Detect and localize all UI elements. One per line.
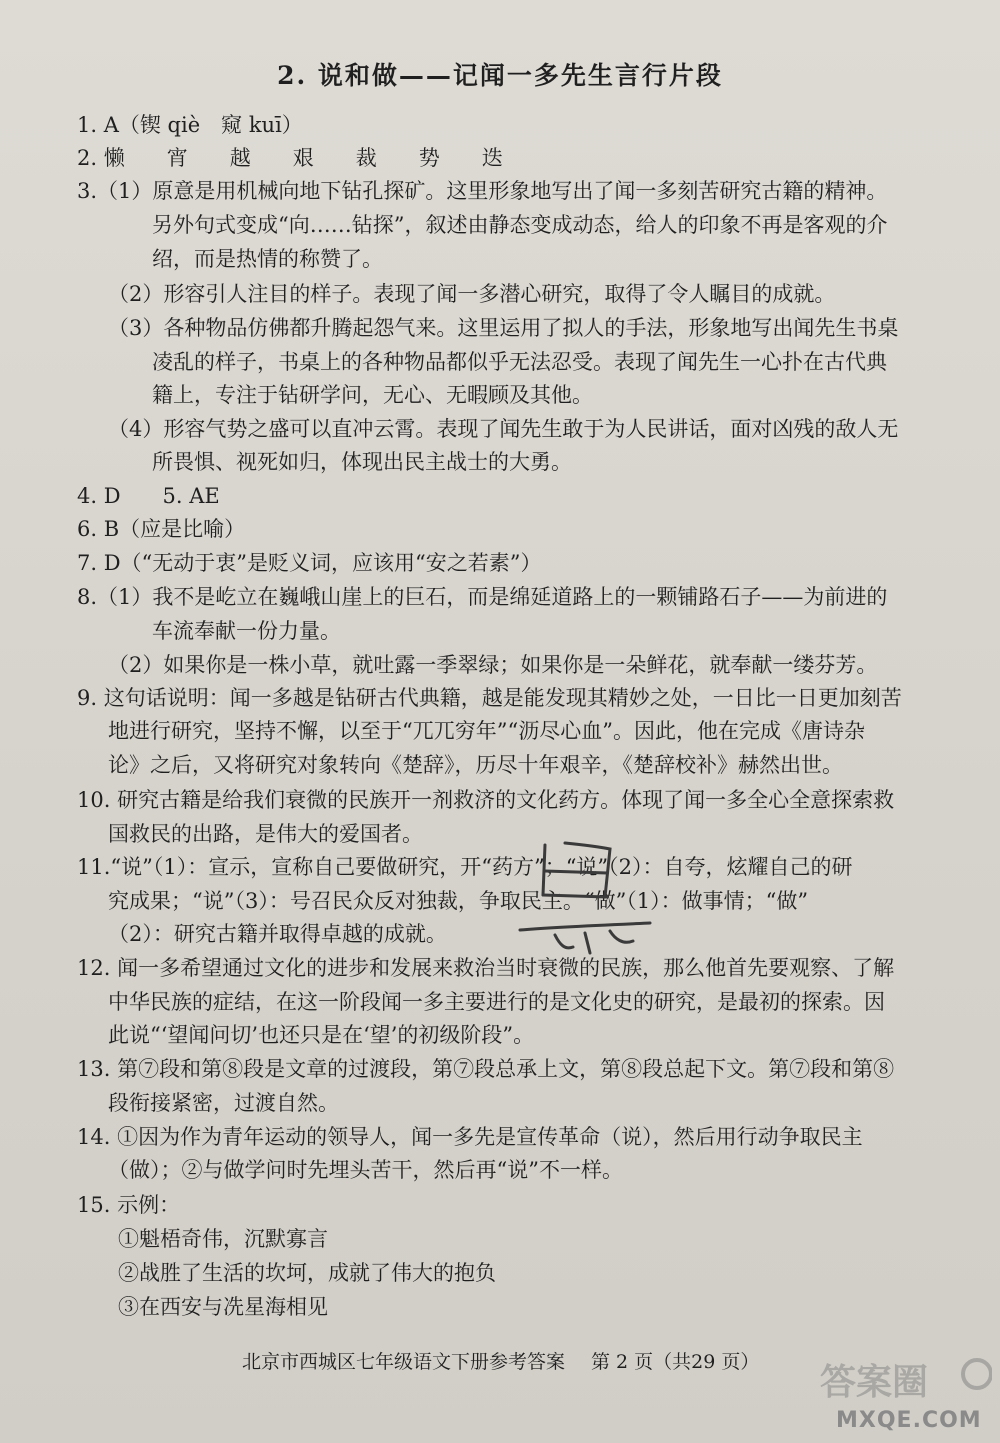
answer-line: 1. A（锲 qiè 窥 kuī） (77, 113, 303, 137)
answer-line: 另外句式变成“向……钻探”，叙述由静态变成动态，给人的印象不再是客观的介 (152, 213, 888, 237)
answer-line: 15. 示例： (77, 1193, 181, 1217)
answer-line: 国救民的出路，是伟大的爱国者。 (108, 822, 423, 846)
answer-line: （做）；②与做学问时先埋头苦干，然后再“说”不一样。 (108, 1158, 623, 1182)
answer-line: 6. B（应是比喻） (77, 517, 246, 541)
footer-page-number: 第 2 页（共29 页） (591, 1351, 760, 1373)
answer-line: 3.（1）原意是用机械向地下钻孔探矿。这里形象地写出了闻一多刻苦研究古籍的精神。 (77, 179, 888, 203)
answer-line: （3）各种物品仿佛都升腾起怨气来。这里运用了拟人的手法，形象地写出闻先生书桌 (108, 316, 899, 340)
answer-line: 11.“说”（1）：宣示，宣称自己要做研究，开“药方”；“说”（2）：自夸，炫耀自己的研 (77, 855, 853, 879)
answer-line: 地进行研究，坚持不懈，以至于“兀兀穷年”“沥尽心血”。因此，他在完成《唐诗杂 (108, 719, 865, 743)
answer-line: 14. ①因为作为青年运动的领导人，闻一多先是宣传革命（说），然后用行动争取民主 (77, 1125, 863, 1149)
page-footer (242, 1347, 759, 1374)
answer-line: 车流奉献一份力量。 (152, 619, 341, 643)
answer-line: 凌乱的样子，书桌上的各种物品都似乎无法忍受。表现了闻先生一心扑在古代典 (152, 350, 887, 374)
answer-line: 论》之后，又将研究对象转向《楚辞》，历尽十年艰辛，《楚辞校补》赫然出世。 (108, 753, 843, 777)
answer-line: 8.（1）我不是屹立在巍峨山崖上的巨石，而是绵延道路上的一颗铺路石子——为前进的 (77, 585, 888, 609)
answer-line: 10. 研究古籍是给我们衰微的民族开一剂救济的文化药方。体现了闻一多全心全意探索救 (77, 788, 895, 812)
answer-line: 段衔接紧密，过渡自然。 (108, 1091, 339, 1115)
answer-line: ①魁梧奇伟，沉默寡言 (118, 1227, 328, 1251)
watermark-logo-text: 答案圈 (820, 1362, 929, 1403)
page-title: 2. 说和做——记闻一多先生言行片段 (277, 61, 723, 90)
answer-line: 9. 这句话说明：闻一多越是钻研古代典籍，越是能发现其精妙之处，一日比一日更加刻苦 (77, 686, 902, 710)
pencil-scribble (515, 835, 655, 960)
answer-line: （4）形容气势之盛可以直冲云霄。表现了闻先生敢于为人民讲话，面对凶残的敌人无 (108, 417, 899, 441)
answer-line: 2. 懒 宵 越 艰 裁 势 迭 (77, 146, 503, 170)
answer-line: 绍，而是热情的称赞了。 (152, 247, 383, 271)
answer-line: 籍上，专注于钻研学问，无心、无暇顾及其他。 (152, 383, 593, 407)
answer-line: 7. D（“无动于衷”是贬义词，应该用“安之若素”） (77, 551, 542, 575)
answer-line: ③在西安与冼星海相见 (118, 1295, 328, 1319)
answer-line: 所畏惧、视死如归，体现出民主战士的大勇。 (152, 450, 572, 474)
answer-line: 4. D 5. AE (77, 484, 220, 508)
answer-line: ②战胜了生活的坎坷，成就了伟大的抱负 (118, 1261, 496, 1285)
answer-line: （2）形容引人注目的样子。表现了闻一多潜心研究，取得了令人瞩目的成就。 (108, 282, 836, 306)
answer-line: 中华民族的症结，在这一阶段闻一多主要进行的是文化史的研究，是最初的探索。因 (108, 990, 885, 1014)
watermark-url: MXQE.COM (836, 1408, 982, 1433)
answer-line: 究成果；“说”（3）：号召民众反对独裁，争取民主。“做”（1）：做事情；“做” (108, 889, 809, 913)
answer-line: 此说“‘望闻问切’也还只是在‘望’的初级阶段”。 (108, 1023, 535, 1047)
answer-line: （2）如果你是一株小草，就吐露一季翠绿；如果你是一朵鲜花，就奉献一缕芬芳。 (108, 653, 878, 677)
answer-line: （2）：研究古籍并取得卓越的成就。 (108, 922, 447, 946)
answer-line: 13. 第⑦段和第⑧段是文章的过渡段，第⑦段总承上文，第⑧段总起下文。第⑦段和第⑧ (77, 1057, 895, 1081)
answer-line: 12. 闻一多希望通过文化的进步和发展来救治当时衰微的民族，那么他首先要观察、了解 (77, 956, 895, 980)
footer-book-title: 北京市西城区七年级语文下册参考答案 (242, 1351, 566, 1373)
